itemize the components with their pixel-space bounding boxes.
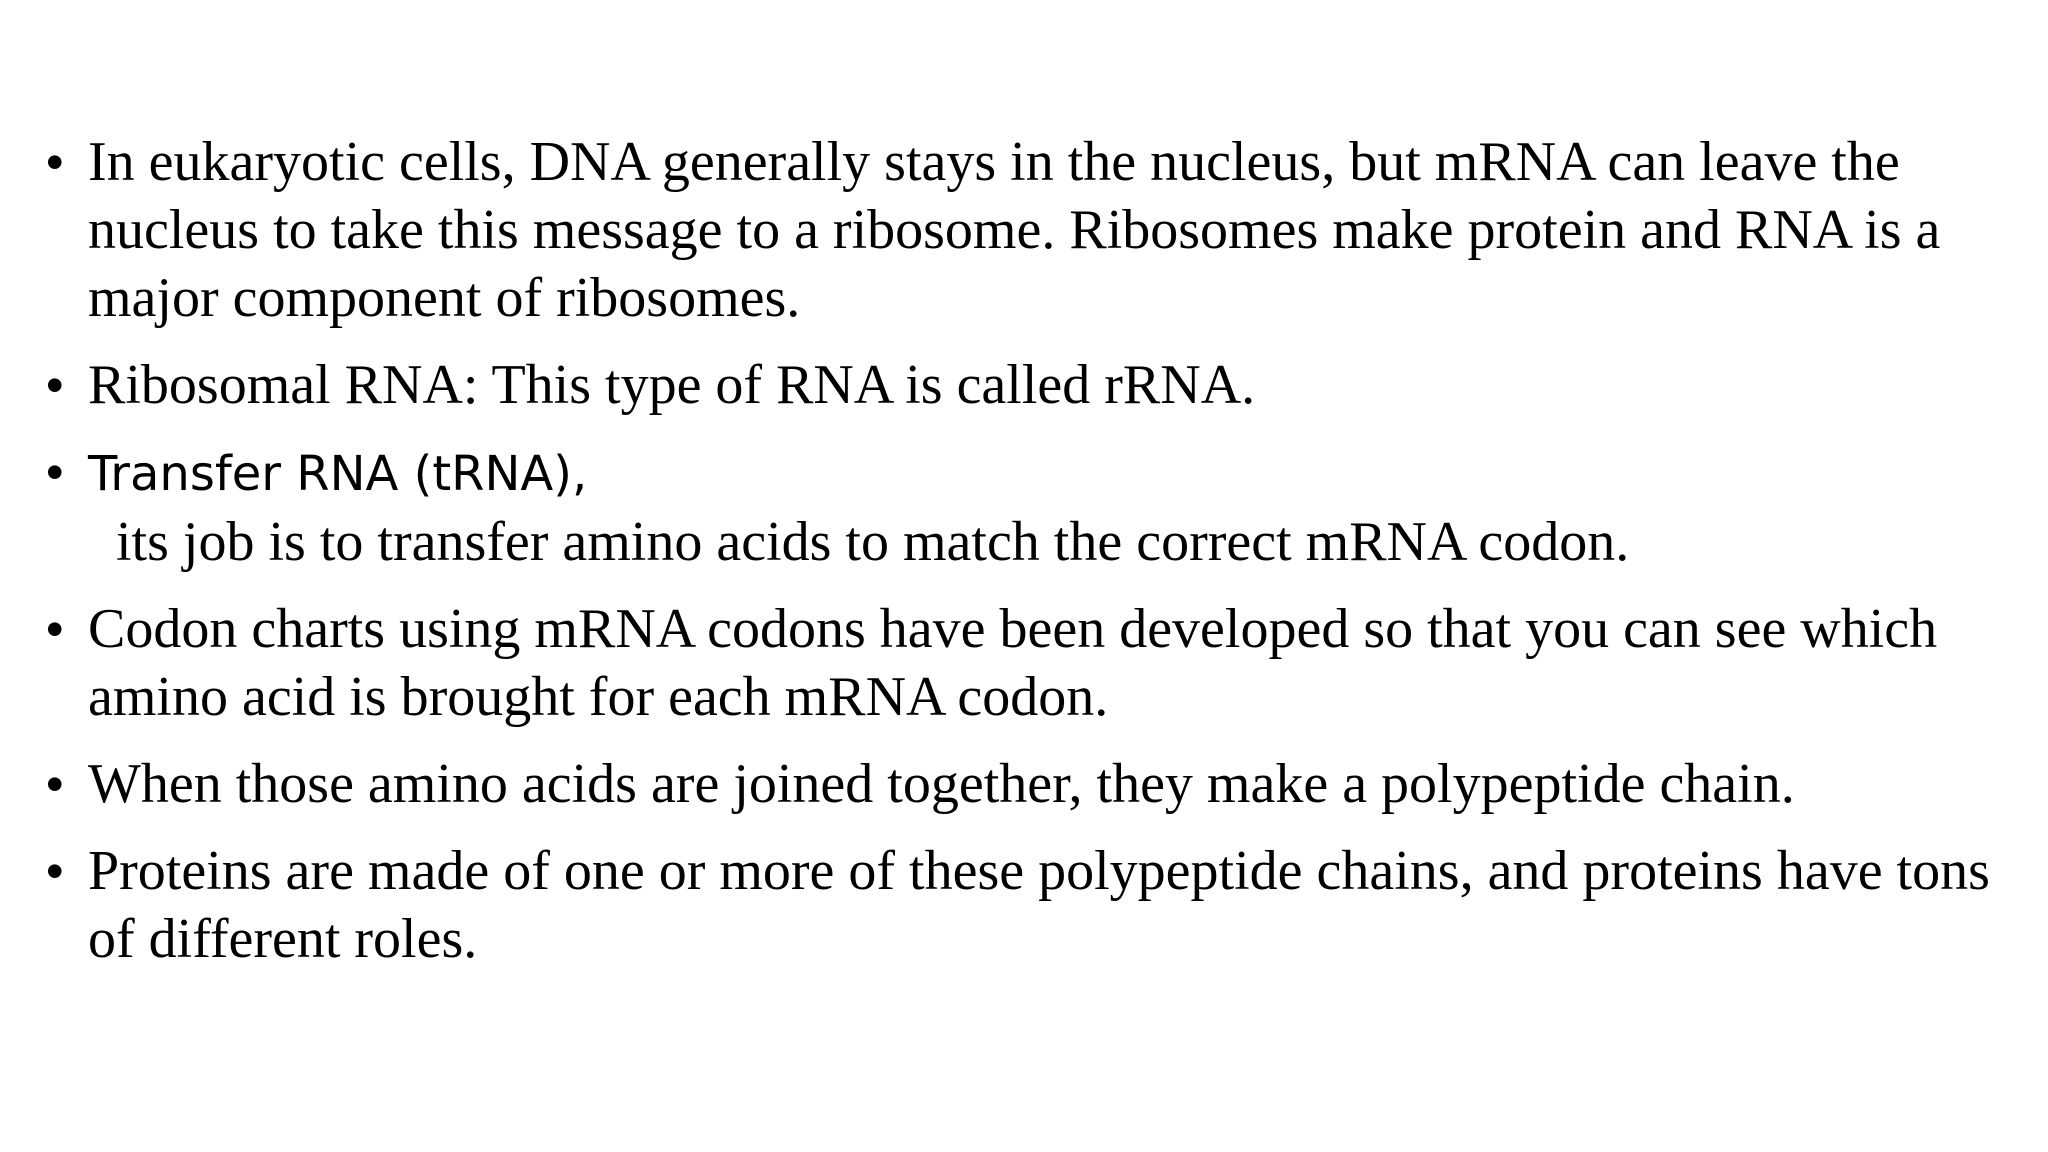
bullet-lead-text: Transfer RNA (tRNA), — [88, 446, 588, 502]
bullet-item-eukaryotic — [44, 128, 2034, 332]
bullet-item-proteins — [44, 837, 2034, 973]
bullet-text: Ribosomal RNA: This type of RNA is called rRNA. — [88, 354, 1256, 416]
bullet-dot-icon: • — [46, 357, 64, 413]
bullet-list — [44, 128, 2034, 992]
bullet-text: its job is to transfer amino acids to match the correct mRNA codon. — [88, 511, 1630, 573]
bullet-dot-icon: • — [46, 601, 64, 657]
bullet-item-codon-charts — [44, 595, 2034, 731]
bullet-dot-icon: • — [46, 444, 64, 500]
bullet-text: In eukaryotic cells, DNA generally stays in the nucleus, but mRNA can leave the nucleus to take this message to a ribosome. Ribosomes make protein and RNA is a major component of ribosomes. — [88, 131, 1941, 329]
bullet-text: Codon charts using mRNA codons have been developed so that you can see which amino acid is brought for each mRNA codon. — [88, 598, 1938, 728]
bullet-dot-icon: • — [46, 843, 64, 899]
bullet-item-transfer-rna — [44, 438, 2034, 576]
bullet-text: Proteins are made of one or more of these polypeptide chains, and proteins have tons of different roles. — [88, 840, 1990, 970]
bullet-text: When those amino acids are joined together, they make a polypeptide chain. — [88, 753, 1795, 815]
bullet-item-ribosomal-rna — [44, 351, 2034, 419]
bullet-dot-icon: • — [46, 756, 64, 812]
bullet-item-amino-acids — [44, 750, 2034, 818]
bullet-dot-icon: • — [46, 134, 64, 190]
